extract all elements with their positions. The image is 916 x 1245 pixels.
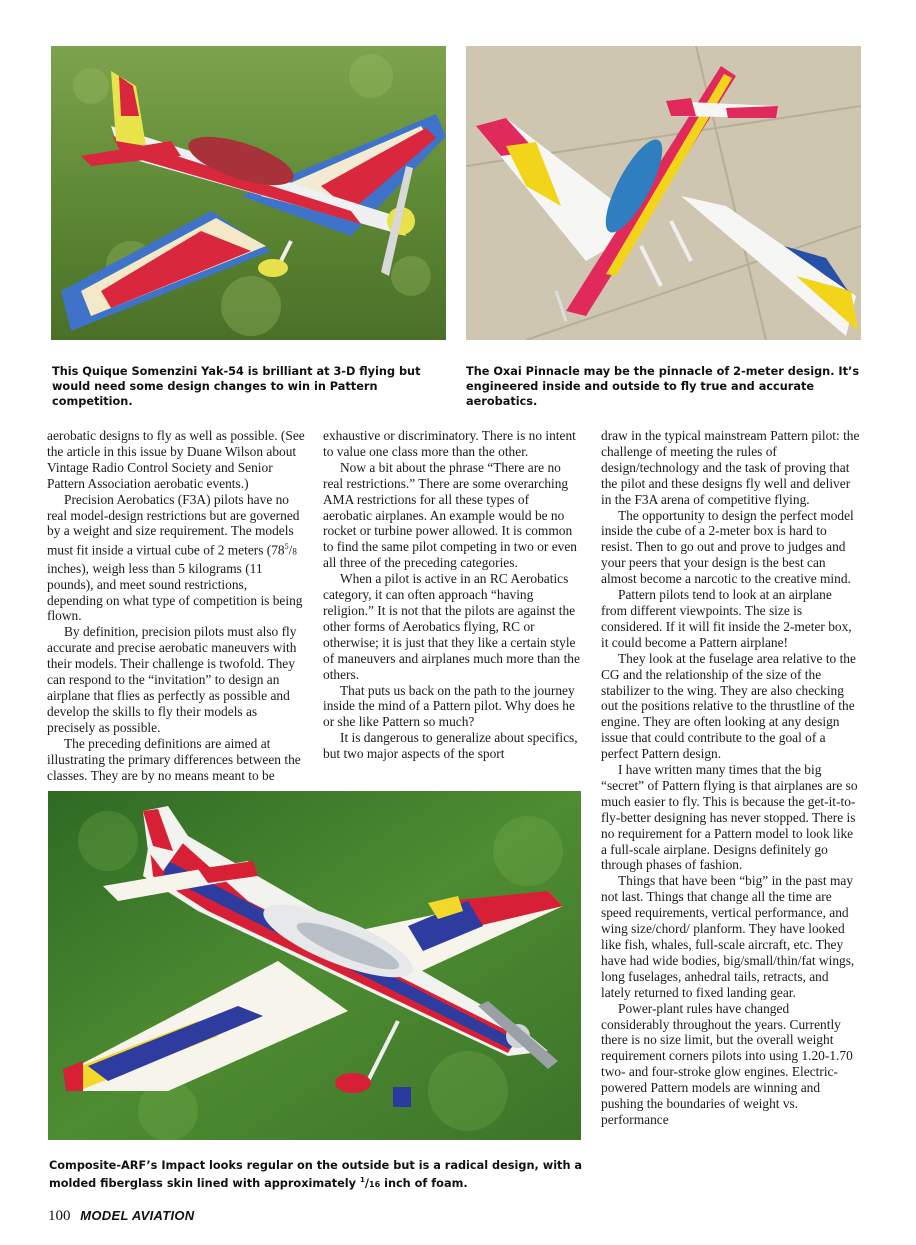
col3-paragraph-4: They look at the fuselage area relative to the CG and the relationship of the size of the stabilizer to the wing. They are also checking out the positions relative to the thrustline of the engine. They are often looking at any design issue that could contribute to the goal of a perfect Pattern design.: [601, 650, 856, 762]
col1-p2-text-b: inches), weigh less than 5 kilograms (11 pounds), and meet sound restrictions, depending on what type of competition is being flown.: [47, 560, 303, 624]
col3-paragraph-1: draw in the typical mainstream Pattern pilot: the challenge of meeting the rules of design/technology and the task of proving that the pilot and these designs fly well and deliver in the F3A arena of competitive flying.: [601, 428, 860, 507]
photo-impact: [48, 791, 581, 1140]
page-number: 100: [48, 1208, 71, 1224]
photo-pinnacle: [466, 46, 861, 340]
col2-paragraph-2: Now a bit about the phrase “There are no real restrictions.” There are some overarching AMA restrictions for all these types of aerobatic airplanes. An example would be no rocket or turbine power allowed. It is common to find the same pilot competing in two or even all three of the preceding categories.: [323, 459, 577, 571]
yak54-image: [51, 46, 446, 340]
caption-impact-fraction-denominator: 16: [369, 1179, 381, 1189]
col1-fraction-numerator: 5: [284, 542, 289, 552]
col1-paragraph-4: The preceding definitions are aimed at illustrating the primary differences between the classes. They are by no means meant to be: [47, 735, 301, 783]
impact-image: [48, 791, 581, 1140]
caption-impact-text-a: Composite-ARF’s Impact looks regular on the outside but is a radical design, with a molded fiberglass skin lined with approximately: [49, 1159, 583, 1190]
col3-paragraph-6: Things that have been “big” in the past may not last. Things that change all the time are speed requirements, vertical performance, and wing size/chord/ planform. They have looked like fish, whales, full-scale aircraft, etc. They have had wide bodies, big/small/thin/fat wings, long fuselages, anhedral tails, retracts, and lately returned to fixed landing gear.: [601, 873, 855, 1000]
caption-impact-text-b: inch of foam.: [380, 1176, 468, 1190]
col1-paragraph-1: aerobatic designs to fly as well as possible. (See the article in this issue by Duane Wilson about Vintage Radio Control Society and Senior Pattern Association aerobatic events.): [47, 428, 305, 491]
text-column-3: [601, 428, 860, 1128]
col3-paragraph-3: Pattern pilots tend to look at an airplane from different viewpoints. The size is considered. If it will fit inside the 2-meter box, it could become a Pattern airplane!: [601, 587, 852, 650]
caption-pinnacle: The Oxai Pinnacle may be the pinnacle of 2-meter design. It’s engineered inside and outside to fly true and accurate aerobatics.: [466, 365, 860, 408]
col2-paragraph-1: exhaustive or discriminatory. There is no intent to value one class more than the other.: [323, 428, 576, 459]
text-column-1: [47, 428, 305, 783]
caption-yak54: This Quique Somenzini Yak-54 is brilliant at 3-D flying but would need some design changes to win in Pattern competition.: [52, 365, 421, 408]
col3-paragraph-2: The opportunity to design the perfect model inside the cube of a 2-meter box is hard to resist. Then to go out and prove to judges and your peers that your design is the best can almost become a narcotic to the creative mind.: [601, 507, 854, 587]
caption-impact: Composite-ARF’s Impact looks regular on the outside but is a radical design, with a molded fiberglass skin lined with approximately $^1$/16 inch of foam.: [49, 1159, 583, 1190]
col3-paragraph-7: Power-plant rules have changed considerably throughout the years. Currently there is no size limit, but the overall weight requirement corners pilots into using 1.20-1.70 two- and four-stroke glow engines. Electric-powered Pattern models are winning and pushing the boundaries of weight vs. performance: [601, 1000, 853, 1127]
col1-paragraph-3: By definition, precision pilots must also fly accurate and precise aerobatic maneuvers with their models. Their challenge is twofold. They can respond to the “invitation” to design an airplane that flies as perfectly as possible and develop the skills to fly their models as precisely as possible.: [47, 624, 297, 735]
magazine-name: MODEL AVIATION: [80, 1208, 195, 1223]
pinnacle-image: [466, 46, 861, 340]
photo-yak54: [51, 46, 446, 340]
text-column-2: [323, 428, 581, 762]
col2-paragraph-5: It is dangerous to generalize about specifics, but two major aspects of the sport: [323, 730, 578, 762]
col1-p2-text-a: Precision Aerobatics (F3A) pilots have no real model-design restrictions but are governed by a weight and size requirement. The models must fit inside a virtual cube of 2 meters (78: [47, 491, 300, 558]
caption-impact-fraction-numerator: 1: [359, 1176, 365, 1184]
col2-paragraph-3: When a pilot is active in an RC Aerobatics category, it can often approach “having religion.” It is not that the pilots are against the other forms of Aerobatics flying, RC or otherwise; it is just that they like a certain style of maneuvers and airplanes much more than the others.: [323, 571, 580, 682]
page-footer: [48, 1208, 194, 1225]
col3-paragraph-5: I have written many times that the big “secret” of Pattern flying is that airplanes are so much easier to fly. This is because the get-it-to-fly-better designing has never stopped. There is no requirement for a Pattern model to look like a full-scale airplane. Designs definitely go through phases of fashion.: [601, 762, 858, 873]
col1-fraction-denominator: 8: [292, 546, 297, 557]
col2-paragraph-4: That puts us back on the path to the journey inside the mind of a Pattern pilot. Why does he or she like Pattern so much?: [323, 682, 575, 730]
col1-paragraph-2: Precision Aerobatics (F3A) pilots have no real model-design restrictions but are governed by a weight and size requirement. The models must fit inside a virtual cube of 2 meters ($78^5/8$ inches), weigh less than 5 kilograms (11 pounds), and meet sound restrictions, depending on what type of competition is being flown.: [47, 491, 303, 624]
